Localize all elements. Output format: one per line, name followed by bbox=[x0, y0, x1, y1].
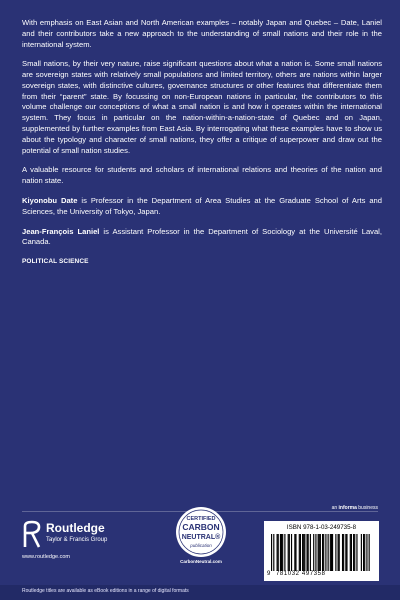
author-name: Jean-François Laniel bbox=[22, 226, 100, 236]
routledge-logo-icon bbox=[22, 520, 42, 548]
author-name: Kiyonobu Date bbox=[22, 195, 78, 205]
isbn-barcode bbox=[264, 521, 379, 581]
carbon-certified-text: CERTIFIED bbox=[186, 516, 216, 522]
subject-category: POLITICAL SCIENCE bbox=[22, 258, 89, 266]
author-bio-2 bbox=[22, 227, 382, 249]
ebook-note: Routledge titles are available as eBook editions in a range of digital formats bbox=[22, 588, 189, 594]
author-bio-text: is Assistant Professor in the Department of Sociology at the Université Laval, Canada. bbox=[22, 226, 382, 247]
barcode-icon bbox=[271, 534, 373, 571]
author-bio-text: is Professor in the Department of Area Studies at the Graduate School of Arts and Sciences, the University of Tokyo, Japan. bbox=[22, 195, 382, 216]
publisher-url[interactable]: www.routledge.com bbox=[22, 554, 70, 560]
back-cover-text bbox=[22, 18, 382, 275]
publisher-group: Taylor & Francis Group bbox=[46, 537, 108, 543]
carbon-sub-text: publication bbox=[190, 543, 212, 548]
isbn-text: ISBN 978-1-03-249735-8 bbox=[286, 524, 357, 531]
publisher-name: Routledge bbox=[46, 521, 105, 535]
barcode-digits: 781032 497358 bbox=[276, 571, 326, 577]
description-paragraph-1: With emphasis on East Asian and North American examples – notably Japan and Quebec – Date, Laniel and their contributors take a new approach to the understanding of small nations and their role in the international system. bbox=[22, 18, 382, 49]
carbon-neutral-badge bbox=[164, 505, 238, 571]
carbon-line1-text: CARBON bbox=[182, 522, 220, 532]
barcode-lead-digit: 9 bbox=[267, 571, 271, 577]
informa-label: an informa business bbox=[328, 505, 378, 511]
publisher-logo-block bbox=[22, 520, 132, 560]
carbon-neutral-icon bbox=[164, 505, 238, 559]
author-bio-1 bbox=[22, 196, 382, 218]
carbon-site: CarbonNeutral.com bbox=[180, 559, 222, 564]
description-paragraph-2: Small nations, by their very nature, raise significant questions about what a nation is. Some small nations are sovereign states with relatively small populations and limited territory, others are nations within larger sovereign states, with distinctive cultures, governance structures or other features that differentiate them from their “parent” state. By focussing on non-European nations in particular, the contributors to this volume challenge our conceptions of what a small nation is and how it operates within the international system. They focus in particular on the nation-within-a-nation-state of Quebec and on Japan, supplemented by further examples from East Asia. By interrogating what these examples have to show us about the typology and character of small nations, they offer a critique of superpower and draw out the potential of small nation studies. bbox=[22, 59, 382, 155]
carbon-line2-text: NEUTRAL® bbox=[181, 534, 221, 541]
description-paragraph-3: A valuable resource for students and scholars of international relations and theories of the nation and nation state. bbox=[22, 165, 382, 186]
